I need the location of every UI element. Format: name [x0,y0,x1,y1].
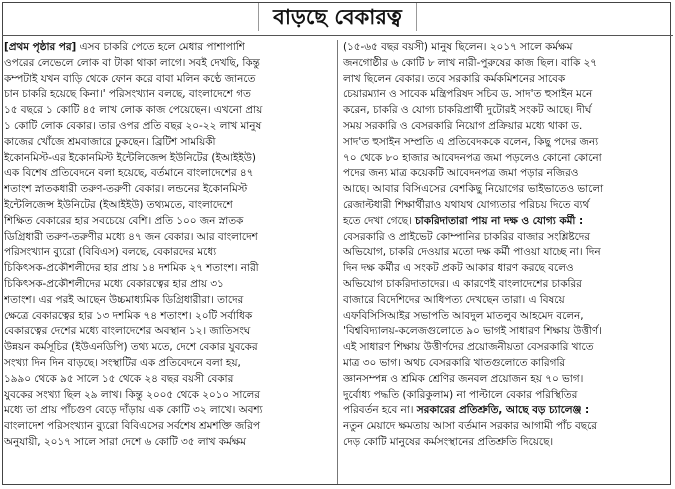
text-line-content: পরিসংখ্যান ব্যুরো (বিবিএস) বলছে, বেকারদের মধ্যে [4,246,217,259]
right-lines-b [343,230,671,420]
text-line [343,56,671,72]
text-line [343,340,671,356]
text-line [4,309,332,325]
text-line-content: ইকোনমিস্ট-এর ইকোনমিস্ট ইন্টেলিজেন্স ইউনিটের (ইআইইউ) [4,151,256,164]
text-line-content: করেন, চাকরি ও যোগ্য চাকরিপ্রার্থী দুটোরই সংকট আছে। দীর্ঘ [343,104,592,117]
headline-rule [2,35,673,36]
text-line-content: ৭০ থেকে ৮০ হাজার আবেদনপত্র জমা পড়লেও কোনো কোনো [343,151,602,164]
text-line-content: চিকিৎসক-প্রকৌশলীদের মধ্যে বেকারত্বের হার প্রায় ৩১ [4,277,224,290]
text-line-content: চান চাকরি হয়েছে কিনা।' পরিসংখ্যান বলছে, বাংলাদেশে গত [4,88,251,101]
text-line-content: সংখ্যা দিন দিন বাড়ছে। সংস্থাটির এক প্রতিবেদনে বলা হয়, [4,356,241,369]
text-line-content: মাত্র ৩০ ভাগ। অথচ বেসরকারি খাতগুলোতে কারিগরি [343,356,566,369]
text-line-content: জনগোষ্ঠীর ৬ কোটি ৮ লাখ নারী-পুরুষের কাজ ছিল। বাকি ২৭ [343,56,598,69]
text-line [4,245,332,261]
text-line-content: হতে দেখা গেছে। [343,214,416,227]
text-line-content: মধ্যে তা প্রায় পাঁচগুণ বেড়ে দাঁড়ায় এক কোটি ৩২ লাখে। অবশ্য [4,404,263,417]
text-line [4,182,332,198]
text-line-content: বেকারত্বের দেশের মধ্যে বাংলাদেশের অবস্থান ১২। জাতিসংঘ [4,325,251,338]
text-line [4,87,332,103]
text-line [343,198,671,214]
text-line-content: অভিযোগ চাকরিদাতাদের। এ কারণেই বাংলাদেশের চাকরির [343,277,582,290]
text-line-content: সময় সরকারি ও বেসরকারি নিয়োগ প্রক্রিয়ার মধ্যে থাকা ড. [343,119,583,132]
text-line [343,182,671,198]
right-lines-c [343,419,671,451]
text-line [343,419,671,435]
text-line-content: এক বিশেষ প্রতিবেদনে বলা হয়েছে, বর্তমানে বাংলাদেশের ৪৭ [4,167,254,180]
text-line-content: নতুন মেয়াদে ক্ষমতায় আসা বর্তমান সরকার আগামী পাঁচ বছরে [343,420,597,433]
text-line [343,356,671,372]
text-line-content: শিক্ষিত বেকারের হার সবচেয়ে বেশি। প্রতি ১০০ জন স্নাতক [4,214,244,227]
text-line [343,119,671,135]
text-line-content: আছে। আবার বিসিএসের বেশকিছু নিয়োগের ভাইভাতেও ভালো [343,183,604,196]
text-line-content: ডিগ্রিধারী তরুণ-তরুণীর মধ্যে ৪৭ জন বেকার। আর বাংলাদেশ [4,230,258,243]
text-line-content: যুবকের সংখ্যা ছিল ২৯ লাখ। কিন্তু ২০০৫ থেকে ২০১০ সালের [4,388,260,401]
text-line-content: কম্পটাই যখন বাড়ি থেকে ফোন করে বাবা মলিন কণ্ঠে জানতে [4,72,256,85]
text-line-content: এফবিসিসিআইর সভাপতি আবদুল মাতলুব আহমেদ বলেন, [343,309,584,322]
text-line-content: ক্ষেত্রে বেকারত্বের হার ১৩ দশমিক ৭৪ শতাংশ। ২০টি সর্বাধিক [4,309,253,322]
text-line [4,372,332,388]
text-line-content: (১৫-৬৫ বছর বয়সী) মানুষ ছিলেন। ২০১৭ সালে কর্মক্ষম [343,41,573,53]
left-first-line [4,40,332,56]
text-line-content: পদের জন্য মাত্র কয়েকটি আবেদনপত্র জমা পড়ার নজিরও [343,167,579,180]
text-line-content: ১৯৯০ থেকে ৯৫ সালে ১৫ থেকে ২৪ বছর বয়সী বেকার [4,372,234,385]
text-line-content: বাংলাদেশ পরিসংখ্যান ব্যুরো বিবিএসের সর্বশেষ শ্রমশক্তি জরিপ [4,420,260,433]
text-line [4,151,332,167]
text-line [343,87,671,103]
left-line: এসব চাকরি পেতে হলে মেধার পাশাপাশি [76,41,245,53]
text-line [343,103,671,119]
column-divider [337,40,338,484]
text-line [343,230,671,246]
text-line [4,403,332,419]
text-line-content: রেজাল্টধারী শিক্ষার্থীরাও যথাযথ যোগ্যতার পরিচয় দিতে ব্যর্থ [343,198,590,211]
text-line [343,388,671,404]
text-line [4,56,332,72]
text-line-content: চেয়ারম্যান ও সাবেক মন্ত্রিপরিষদ সচিব ড. সাদ'ত হুসাইন মনে [343,88,593,101]
right-lines-a [343,40,671,230]
text-line [343,40,671,56]
text-line-content: দুর্বোধ্য পদ্ধতি (কারিকুলাম) না পাল্টালে বেকার পরিস্থিতির [343,388,578,401]
text-line [343,309,671,325]
text-line [4,214,332,230]
subhead-government-pledge: সরকারের প্রতিশ্রুতি, আছে বড় চ্যালেঞ্জ : [416,404,590,417]
text-line-content: উন্নয়ন কর্মসূচির (ইউএনডিপি) তথ্য মতে, দেশে বেকার যুবকের [4,341,258,354]
text-line [343,324,671,340]
text-line [343,214,671,230]
subhead-skilled-workers: চাকরিদাতারা পায় না দক্ষ ও যোগ্য কর্মী : [415,214,584,227]
text-line [343,245,671,261]
left-column [4,40,332,485]
text-line [343,277,671,293]
text-line [4,419,332,435]
text-line [343,372,671,388]
text-line [343,72,671,88]
text-line [4,261,332,277]
text-line [4,166,332,182]
text-line-content: দেড় কোটি মানুষের কর্মসংস্থানের প্রতিশ্রুতি দিয়েছে। [343,435,554,448]
text-line [343,135,671,151]
text-line [4,277,332,293]
text-line-content: এই সাধারণ শিক্ষায় উত্তীর্ণদের প্রয়োজনীয়তা বেসরকারি খাতে [343,341,594,354]
text-line-content: শতাংশ স্নাতকধারী তরুণ-তরুণী বেকার। লন্ডনের ইকোনমিস্ট [4,183,248,196]
text-line [4,135,332,151]
text-line [4,293,332,309]
text-line-content: বাজারে বিদেশিদের আধিপত্য দেখছেন তারা। এ বিষয়ে [343,293,565,306]
text-line-content: চিকিৎসক-প্রকৌশলীদের হার প্রায় ১৪ দশমিক ২৭ শতাংশ। নারী [4,262,259,275]
text-line [4,198,332,214]
text-line-content: জ্ঞানসম্পন্ন ও শ্রমিক শ্রেণির জনবল প্রয়োজন হয় ৭০ ভাগ। [343,372,584,385]
text-line [4,435,332,451]
right-column [343,40,671,485]
text-line [4,119,332,135]
text-line [4,230,332,246]
text-line-content: সাদ'ত হুসাইন সম্প্রতি এ প্রতিবেদককে বলেন, কিছু পদের জন্য [343,135,599,148]
left-lines [4,56,332,451]
text-line-content: কাজের খোঁজে শ্রমবাজারে ঢুকছেন। ব্রিটিশ সাময়িকী [4,135,216,148]
text-line-content: অনুযায়ী, ২০১৭ সালে সারা দেশে ৬ কোটি ৩৫ লাখ কর্মক্ষম [4,435,246,448]
text-line-content: ১৫ বছরে ১ কোটি ৪৫ লাখ লোক কাজ পেয়েছেন। এখনো প্রায় [4,104,263,117]
text-line-content: দিন দক্ষ কর্মীর এ সংকট প্রকট আকার ধারণ করছে বলেও [343,262,574,275]
headline: বাড়ছে বেকারত্ব [258,3,417,31]
text-line-content: বেসরকারি ও প্রাইভেট কোম্পানির চাকরির বাজার সংশ্লিষ্টদের [343,230,590,243]
text-line-content: শতাংশ। এর পরই আছেন উচ্চমাধ্যমিক ডিগ্রিধারীরা। তাদের [4,293,244,306]
text-line [4,324,332,340]
continued-tag: [প্রথম পৃষ্ঠার পর] [4,41,77,53]
text-line [343,261,671,277]
headline-area [0,3,675,31]
text-line-content: অভিযোগ, চাকরি দেওয়ার মতো দক্ষ কর্মী পাওয়া যাচ্ছে না। দিন [343,246,601,259]
text-line-content: ১ কোটি লোক বেকার। তার ওপর প্রতি বছর ২০-২২ লাখ মানুষ [4,119,262,132]
text-line-content: পরিবর্তন হবে না। [343,404,417,417]
text-line [4,388,332,404]
text-line-content: 'বিশ্ববিদ্যালয়-কলেজগুলোতে ৯০ ভাগই সাধারণ শিক্ষায় উত্তীর্ণ। [343,325,602,338]
text-line [343,166,671,182]
text-line-content: ইন্টেলিজেন্স ইউনিটের (ইআইইউ) তথ্যমতে, বাংলাদেশে [4,198,233,211]
text-line [4,356,332,372]
text-line-content: লাখ ছিলেন বেকার। তবে সরকারি কর্মকমিশনের সাবেক [343,72,566,85]
text-line [343,435,671,451]
text-line-content: ওপরের লেভেলে লোক বা টাকা থাকা লাগে। সবই দেখছি, কিন্তু [4,56,260,69]
text-line [343,293,671,309]
text-line [4,103,332,119]
text-line [4,340,332,356]
text-line [4,72,332,88]
text-line [343,151,671,167]
text-line [343,403,671,419]
